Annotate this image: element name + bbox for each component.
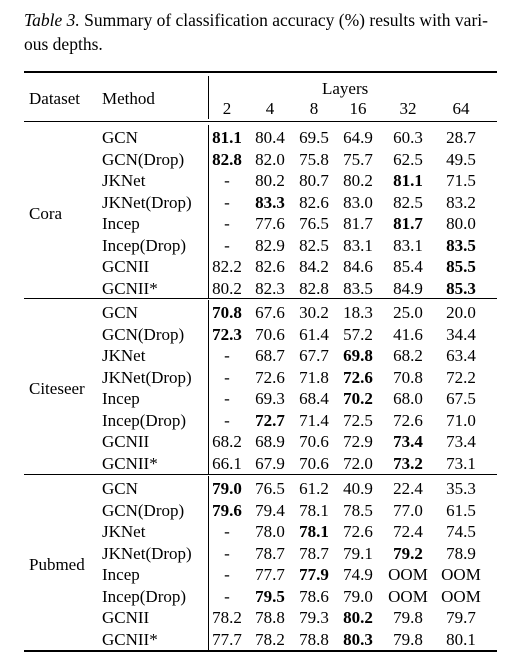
method-name: JKNet(Drop) <box>102 192 192 212</box>
table-cell: 70.8 <box>212 303 242 322</box>
dataset-label-cora: Cora <box>29 204 63 223</box>
table-cell: - <box>224 192 230 212</box>
top-rule <box>24 71 497 73</box>
method-name: GCN(Drop) <box>102 149 185 169</box>
table-cell: 79.8 <box>393 629 423 649</box>
table-cell: 82.8 <box>212 149 242 169</box>
method-name: GCNII* <box>102 629 158 649</box>
table-cell: 79.1 <box>343 543 373 563</box>
table-cell: 77.7 <box>255 565 285 584</box>
table-cell: 79.3 <box>299 608 329 627</box>
method-name: GCN <box>102 479 138 498</box>
table-cell: - <box>224 346 230 365</box>
header-depth-64: 64 <box>452 99 470 118</box>
header-method: Method <box>102 89 155 108</box>
table-cell: 78.2 <box>255 629 285 649</box>
table-cell: 82.3 <box>255 278 285 298</box>
table-cell: 82.5 <box>393 192 423 212</box>
table-cell: 80.2 <box>212 278 242 298</box>
table-cell: 79.5 <box>255 586 285 606</box>
table-cell: 72.4 <box>393 522 423 541</box>
table-cell: 81.7 <box>343 214 373 233</box>
table-cell: 72.7 <box>255 410 285 430</box>
method-name: Incep(Drop) <box>102 586 187 606</box>
method-name: JKNet <box>102 522 146 541</box>
table-cell: OOM <box>441 565 481 584</box>
table-cell: 78.0 <box>255 522 285 541</box>
table-cell: OOM <box>388 586 428 606</box>
table-cell: 72.3 <box>212 324 242 344</box>
table-cell: 71.4 <box>299 410 329 430</box>
method-name: JKNet <box>102 346 146 365</box>
table-cell: 76.5 <box>255 479 285 498</box>
table-cell: 80.2 <box>343 171 373 190</box>
header-layers: Layers <box>322 79 369 98</box>
table-cell: - <box>224 586 230 606</box>
table-cell: 71.0 <box>446 410 476 430</box>
table-cell: 70.6 <box>299 432 329 451</box>
table-cell: 85.3 <box>446 278 476 298</box>
table-cell: 79.0 <box>343 586 373 606</box>
table-cell: 80.3 <box>343 629 373 649</box>
table-cell: 72.6 <box>343 367 373 387</box>
method-name: JKNet(Drop) <box>102 367 192 387</box>
table-cell: 83.5 <box>343 278 373 298</box>
table-cell: 72.9 <box>343 432 373 451</box>
table-cell: 78.1 <box>299 500 329 520</box>
table-cell: 84.2 <box>299 257 329 276</box>
table-cell: 60.3 <box>393 128 423 147</box>
table-cell: 68.2 <box>212 432 242 451</box>
table-cell: 41.6 <box>393 324 423 344</box>
table-cell: 83.2 <box>446 192 476 212</box>
table-cell: - <box>224 522 230 541</box>
table-cell: 80.2 <box>255 171 285 190</box>
table-cell: 78.8 <box>299 629 329 649</box>
table-cell: 78.7 <box>255 543 285 563</box>
table-cell: 83.1 <box>343 235 373 255</box>
method-name: GCNII <box>102 432 150 451</box>
column-separator <box>208 125 209 299</box>
table-cell: 73.2 <box>393 453 423 473</box>
table-cell: 70.6 <box>255 324 285 344</box>
table-cell: 83.0 <box>343 192 373 212</box>
table-cell: 20.0 <box>446 303 476 322</box>
table-cell: 77.6 <box>255 214 285 233</box>
group-rule <box>24 474 497 475</box>
table-cell: 67.5 <box>446 389 476 408</box>
header-depth-16: 16 <box>349 99 367 118</box>
table-cell: - <box>224 235 230 255</box>
table-cell: 74.9 <box>343 565 373 584</box>
table-cell: 66.1 <box>212 453 242 473</box>
method-name: Incep <box>102 389 140 408</box>
table-cell: 82.0 <box>255 149 285 169</box>
table-cell: 69.5 <box>299 128 329 147</box>
table-cell: 74.5 <box>446 522 476 541</box>
table-cell: 75.7 <box>343 149 373 169</box>
group-rule <box>24 298 497 299</box>
method-name: Incep <box>102 214 140 233</box>
column-separator <box>208 300 209 474</box>
table-cell: 78.9 <box>446 543 476 563</box>
table-cell: 78.8 <box>255 608 285 627</box>
table-cell: 76.5 <box>299 214 329 233</box>
table-cell: 79.0 <box>212 479 242 498</box>
method-name: JKNet(Drop) <box>102 543 192 563</box>
method-name: GCNII* <box>102 453 158 473</box>
table-cell: 80.7 <box>299 171 329 190</box>
bottom-rule <box>24 650 497 652</box>
method-name: GCN(Drop) <box>102 500 185 520</box>
table-cell: 68.2 <box>393 346 423 365</box>
table-cell: 73.1 <box>446 453 476 473</box>
dataset-label-pubmed: Pubmed <box>29 555 85 574</box>
table-cell: 78.7 <box>299 543 329 563</box>
table-cell: 68.7 <box>255 346 285 365</box>
header-depth-8: 8 <box>309 99 319 118</box>
table-cell: 35.3 <box>446 479 476 498</box>
table-cell: 73.4 <box>446 432 476 451</box>
table-cell: 79.4 <box>255 500 285 520</box>
table-cell: 82.5 <box>299 235 329 255</box>
table-cell: 68.4 <box>299 389 329 408</box>
table-cell: 40.9 <box>343 479 373 498</box>
table-cell: 79.2 <box>393 543 423 563</box>
table-cell: 30.2 <box>299 303 329 322</box>
table-cell: 61.2 <box>299 479 329 498</box>
header-depth-32: 32 <box>399 99 417 118</box>
table-cell: 82.6 <box>299 192 329 212</box>
table-cell: 77.7 <box>212 629 242 649</box>
table-cell: 79.7 <box>446 608 476 627</box>
table-cell: 61.5 <box>446 500 476 520</box>
table-cell: 80.4 <box>255 128 285 147</box>
caption-label: Table 3. <box>24 10 80 30</box>
header-depth-2: 2 <box>222 99 232 118</box>
table-cell: 75.8 <box>299 149 329 169</box>
table-cell: 83.3 <box>255 192 285 212</box>
method-name: GCN(Drop) <box>102 324 185 344</box>
table-caption <box>24 8 504 56</box>
table-cell: 78.2 <box>212 608 242 627</box>
table-cell: - <box>224 410 230 430</box>
table-cell: 80.0 <box>446 214 476 233</box>
table-cell: 68.0 <box>393 389 423 408</box>
table-cell: - <box>224 171 230 190</box>
table-cell: - <box>224 214 230 233</box>
method-name: GCNII <box>102 608 150 627</box>
table-cell: 72.0 <box>343 453 373 473</box>
table-cell: 72.2 <box>446 367 476 387</box>
header-depth-4: 4 <box>265 99 275 118</box>
table-cell: 83.1 <box>393 235 423 255</box>
method-name: Incep(Drop) <box>102 235 187 255</box>
table-cell: 82.8 <box>299 278 329 298</box>
table-cell: 18.3 <box>343 303 373 322</box>
table-cell: - <box>224 565 230 584</box>
table-cell: 63.4 <box>446 346 476 365</box>
table-cell: 70.6 <box>299 453 329 473</box>
column-separator <box>208 476 209 650</box>
table-cell: 67.7 <box>299 346 329 365</box>
table-cell: 81.1 <box>393 171 423 190</box>
table-cell: 28.7 <box>446 128 476 147</box>
table-cell: 78.6 <box>299 586 329 606</box>
table-cell: 77.0 <box>393 500 423 520</box>
table-cell: 79.8 <box>393 608 423 627</box>
table-cell: - <box>224 389 230 408</box>
table-cell: 25.0 <box>393 303 423 322</box>
table-cell: 85.4 <box>393 257 423 276</box>
table-cell: 84.9 <box>393 278 423 298</box>
table-cell: 81.1 <box>212 128 242 147</box>
table-cell: 71.5 <box>446 171 476 190</box>
method-name: GCNII <box>102 257 150 276</box>
header-dataset: Dataset <box>29 89 80 108</box>
table-cell: 70.8 <box>393 367 423 387</box>
dataset-label-citeseer: Citeseer <box>29 379 85 398</box>
table-cell: 82.2 <box>212 257 242 276</box>
table-cell: OOM <box>388 565 428 584</box>
table-cell: 71.8 <box>299 367 329 387</box>
method-name: GCNII* <box>102 278 158 298</box>
caption-text: Summary of classification accuracy (%) results with vari-ous depths. <box>24 10 488 54</box>
table-cell: 83.5 <box>446 235 476 255</box>
table-cell: 85.5 <box>446 257 476 276</box>
table-cell: 22.4 <box>393 479 423 498</box>
table-cell: 64.9 <box>343 128 373 147</box>
table-cell: 72.6 <box>255 367 285 387</box>
table-cell: 49.5 <box>446 149 476 169</box>
method-name: Incep(Drop) <box>102 410 187 430</box>
method-name: GCN <box>102 128 138 147</box>
table-cell: 67.9 <box>255 453 285 473</box>
table-cell: 78.5 <box>343 500 373 520</box>
table-cell: OOM <box>441 586 481 606</box>
column-separator <box>208 76 209 119</box>
table-cell: 69.8 <box>343 346 373 365</box>
header-rule <box>24 121 497 122</box>
table-cell: 77.9 <box>299 565 329 584</box>
method-name: Incep <box>102 565 140 584</box>
table-cell: - <box>224 543 230 563</box>
table-cell: 62.5 <box>393 149 423 169</box>
table-cell: 72.5 <box>343 410 373 430</box>
table-cell: 80.1 <box>446 629 476 649</box>
method-name: JKNet <box>102 171 146 190</box>
table-cell: 82.9 <box>255 235 285 255</box>
table-cell: 72.6 <box>393 410 423 430</box>
table-cell: 82.6 <box>255 257 285 276</box>
table-cell: 78.1 <box>299 522 329 541</box>
method-name: GCN <box>102 303 138 322</box>
table-cell: 81.7 <box>393 214 423 233</box>
table-cell: 67.6 <box>255 303 285 322</box>
table-cell: 73.4 <box>393 432 423 451</box>
table-cell: 72.6 <box>343 522 373 541</box>
table-cell: 70.2 <box>343 389 373 408</box>
table-cell: 69.3 <box>255 389 285 408</box>
table-cell: 79.6 <box>212 500 242 520</box>
table-cell: 34.4 <box>446 324 476 344</box>
table-cell: 80.2 <box>343 608 373 627</box>
table-cell: 61.4 <box>299 324 329 344</box>
table-cell: 57.2 <box>343 324 373 344</box>
table-cell: 84.6 <box>343 257 373 276</box>
table-cell: 68.9 <box>255 432 285 451</box>
table-cell: - <box>224 367 230 387</box>
